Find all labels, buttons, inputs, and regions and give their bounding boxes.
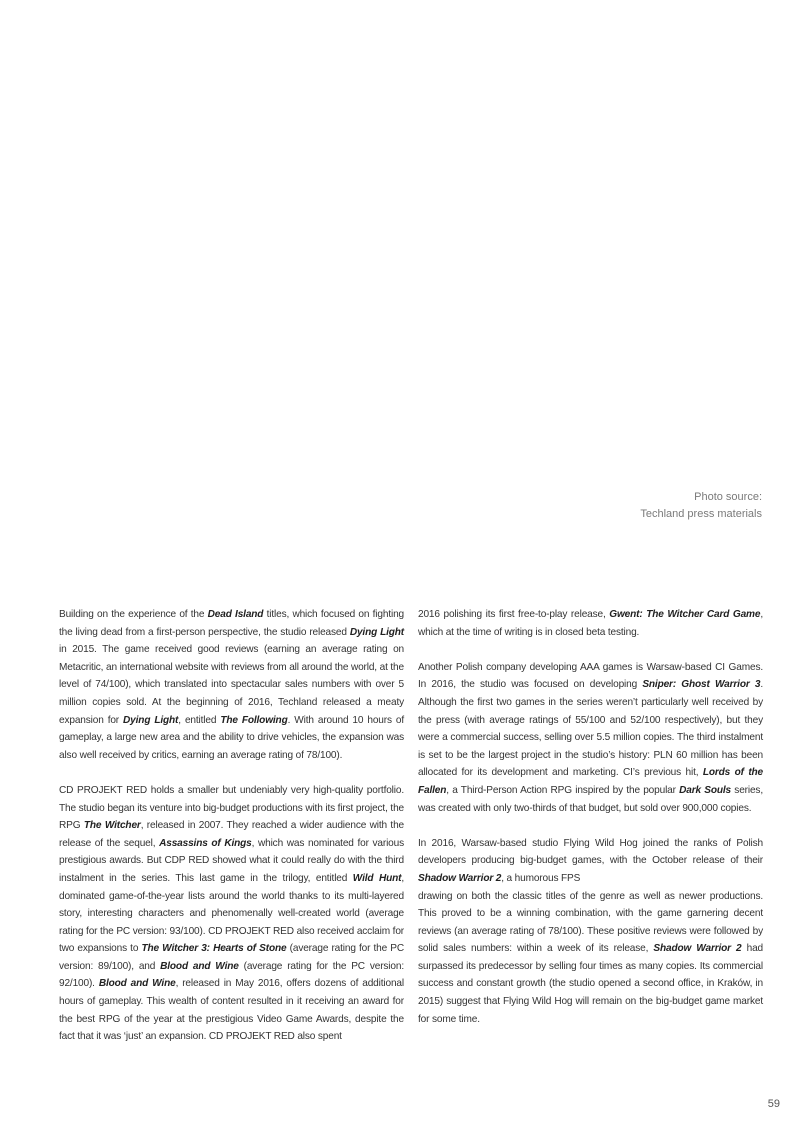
paragraph-techland: Building on the experience of the Dead Island titles, which focused on fighting the living dead from a first-person perspective, the studio released Dying Light in 2015. The game received good reviews (earning an average rating on Metacritic, an international website with reviews from all around the world, at the level of 74/100), which translated into spectacular sales numbers with over 5 million copies sold. At the beginning of 2016, Techland released a meaty expansion for Dying Light, entitled The Following. With around 10 hours of gameplay, a large new area and the ability to drive vehicles, the expansion was also well received by critics, earning an average rating of 78/100). <box>59 609 405 761</box>
game-title: The Witcher <box>83 820 141 832</box>
game-title: Blood and Wine <box>160 960 239 972</box>
paragraph-flying-wild-hog: In 2016, Warsaw-based studio Flying Wild Hog joined the ranks of Polish developers producing big-budget games, with the October release of their Shadow Warrior 2, a humorous FPS <box>418 837 763 884</box>
game-title: Lords of the Fallen <box>418 767 764 796</box>
game-title: Dark Souls <box>679 784 732 796</box>
caption-line-1: Photo source: <box>694 491 762 503</box>
game-title: Sniper: Ghost Warrior 3 <box>642 679 761 691</box>
game-title: Shadow Warrior 2 <box>653 943 742 955</box>
game-title: Dying Light <box>123 714 179 726</box>
right-text-column <box>418 606 763 1028</box>
game-title: Shadow Warrior 2 <box>418 872 502 884</box>
game-title: The Following <box>220 714 288 726</box>
page-number: 59 <box>767 1098 780 1110</box>
game-title: The Witcher 3: Hearts of Stone <box>141 943 287 955</box>
caption-line-2: Techland press materials <box>640 508 762 520</box>
game-title: Assassins of Kings <box>159 837 252 849</box>
game-title: Wild Hunt <box>352 872 402 884</box>
game-title: Dead Island <box>207 609 264 620</box>
paragraph-gwent: 2016 polishing its first free-to-play release, Gwent: The Witcher Card Game, which at the time of writing is in closed beta testing. <box>418 609 763 638</box>
paragraph-shadow-warrior: drawing on both the classic titles of the genre as well as newer productions. This proved to be a winning combination, with the game garnering decent reviews (an average rating of 78/100). These positive reviews were followed by solid sales numbers: within a week of its release, Shadow Warrior 2 had surpassed its predecessor by selling four times as many copies. Its commercial success and constant growth (the studio opened a second office, in Kraków, in 2015) suggest that Flying Wild Hog will remain on the big-budget game market for some time. <box>418 890 764 1025</box>
game-title: Blood and Wine <box>98 978 176 990</box>
paragraph-cd-projekt-red: CD PROJEKT RED holds a smaller but undeniably very high-quality portfolio. The studio began its venture into big-budget productions with its first project, the RPG The Witcher, released in 2007. They reached a wider audience with the release of the sequel, Assassins of Kings, which was nominated for various prestigious awards. But CDP RED showed what it could really do with the third instalment in the series. This last game in the trilogy, entitled Wild Hunt, dominated game-of-the-year lists around the world thanks to its multi-layered story, interesting characters and phenomenally well-created world (average rating for the PC version: 93/100). CD PROJEKT RED also received acclaim for two expansions to The Witcher 3: Hearts of Stone (average rating for the PC version: 89/100), and Blood and Wine (average rating for the PC version: 92/100). Blood and Wine, released in May 2016, offers dozens of additional hours of gameplay. This wealth of content resulted in it receiving an award for the best RPG of the year at the prestigious Video Game Awards, despite the fact that it was ‘just’ an expansion. CD PROJEKT RED also spent <box>59 784 405 1043</box>
paragraph-ci-games: Another Polish company developing AAA games is Warsaw-based CI Games. In 2016, the studio was focused on developing Sniper: Ghost Warrior 3. Although the first two games in the series weren’t particularly well received by the press (with average ratings of 55/100 and 52/100 respectively), but they were a commercial success, selling over 5.5 million copies. The third instalment is set to be the largest project in the studio’s history: PLN 60 million has been allocated for its development and marketing. CI’s previous hit, Lords of the Fallen, a Third-Person Action RPG inspired by the popular Dark Souls series, was created with only two-thirds of that budget, but sold over 900,000 copies. <box>418 661 764 814</box>
game-title: Dying Light <box>349 626 404 638</box>
photo-caption <box>640 489 762 523</box>
game-title: Gwent: The Witcher Card Game <box>609 609 761 620</box>
left-text-column <box>59 606 404 1046</box>
